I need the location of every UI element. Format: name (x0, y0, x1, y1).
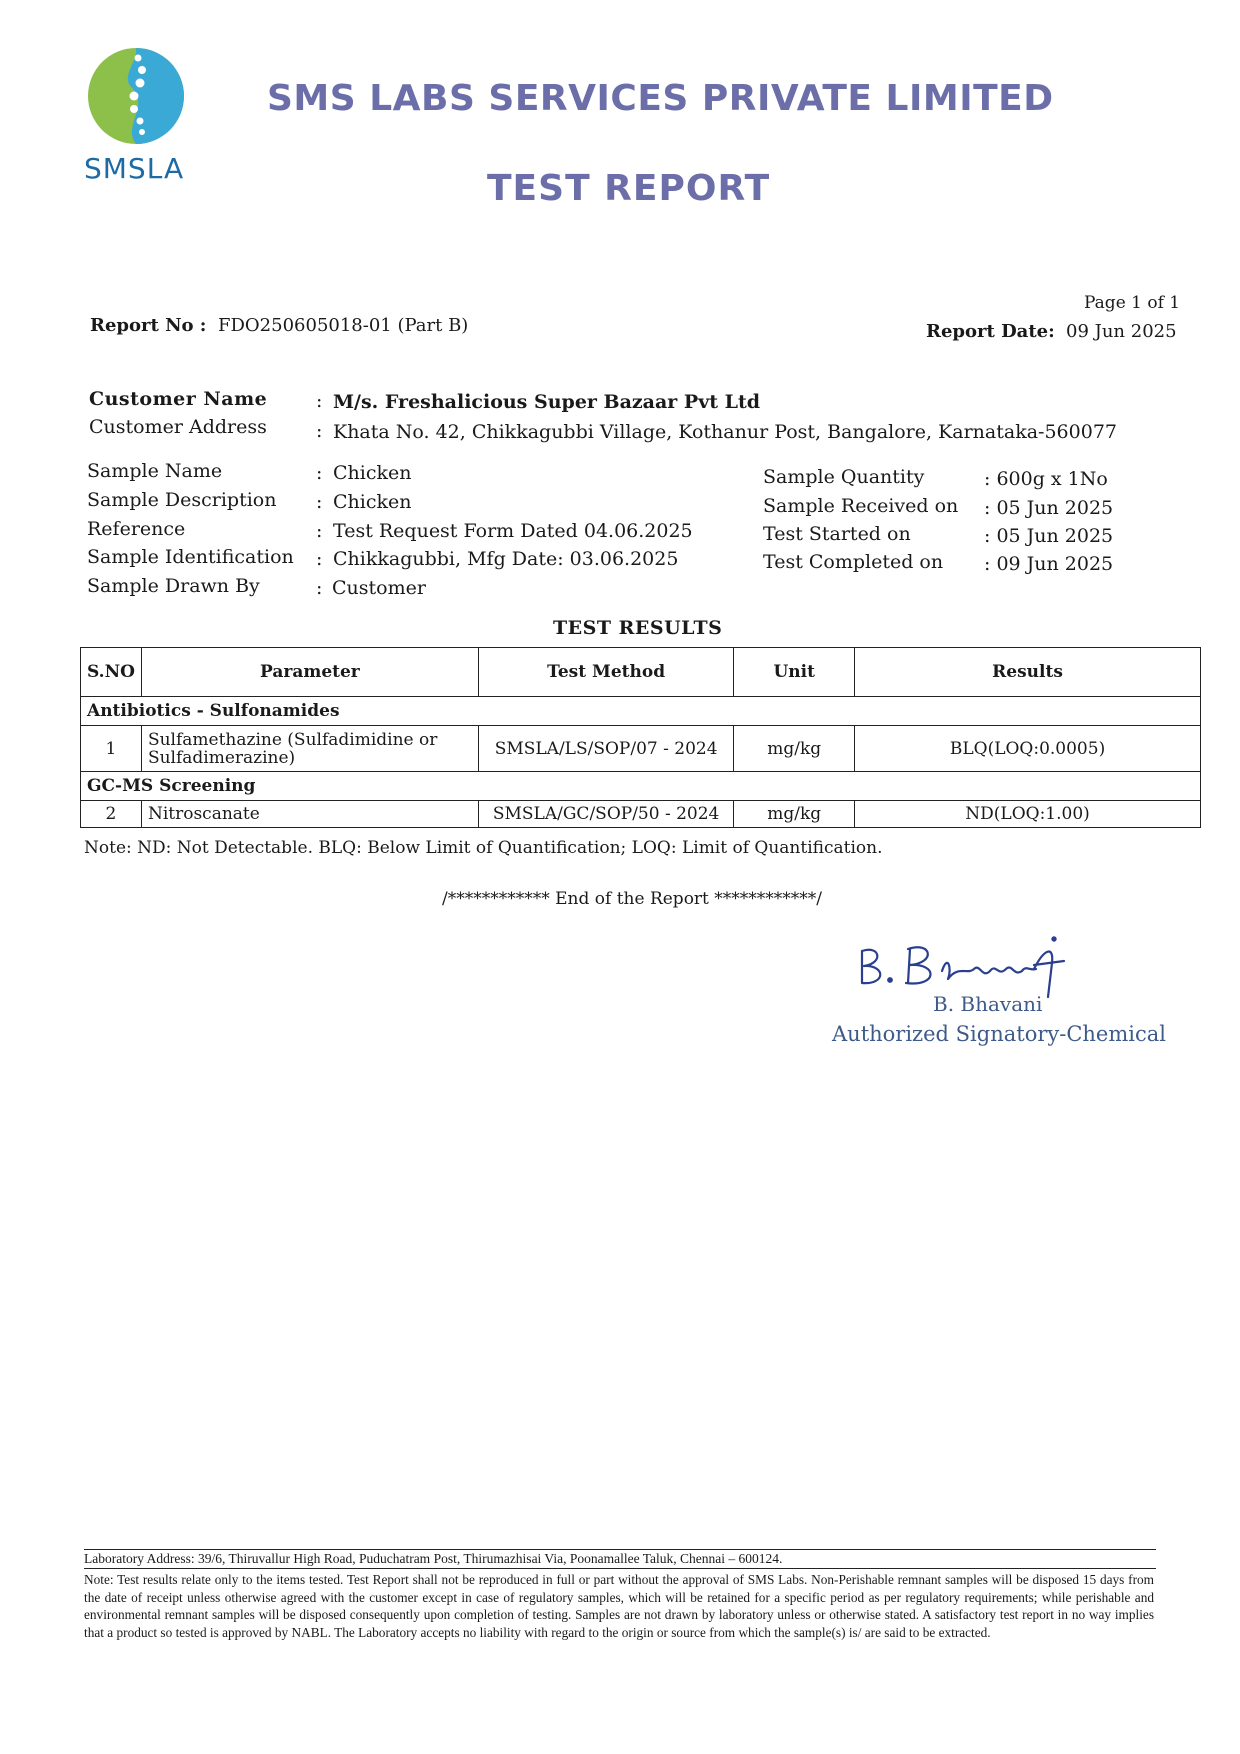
sample-drawn-by-label: Sample Drawn By (87, 575, 260, 597)
test-completed-label: Test Completed on (763, 551, 944, 573)
footer-divider (84, 1568, 1156, 1569)
colon: : (316, 420, 323, 442)
reference: Test Request Form Dated 04.06.2025 (333, 520, 693, 542)
category-row (81, 772, 1201, 801)
results-table (80, 647, 1201, 828)
colon: : (316, 577, 323, 599)
cell-parameter: Nitroscanate (141, 801, 478, 828)
table-row (81, 726, 1201, 772)
sample-quantity-label: Sample Quantity (763, 466, 925, 488)
category-label: GC-MS Screening (81, 772, 1201, 801)
customer-name: M/s. Freshalicious Super Bazaar Pvt Ltd (333, 391, 761, 413)
table-row (81, 801, 1201, 828)
report-date: 09 Jun 2025 (1066, 321, 1177, 342)
cell-unit: mg/kg (734, 726, 855, 772)
sample-identification: Chikkagubbi, Mfg Date: 03.06.2025 (333, 548, 679, 570)
colon: : (316, 390, 323, 412)
customer-address-label: Customer Address (89, 416, 267, 438)
signatory-title: Authorized Signatory-Chemical (832, 1022, 1166, 1046)
cell-parameter: Sulfamethazine (Sulfadimidine or Sulfadimerazine) (141, 726, 478, 772)
test-completed: : 09 Jun 2025 (984, 553, 1114, 575)
footer-divider (84, 1549, 1156, 1550)
sample-quantity: : 600g x 1No (984, 468, 1108, 490)
report-number-label: Report No : (90, 315, 207, 336)
category-label: Antibiotics - Sulfonamides (81, 697, 1201, 726)
report-number: FDO250605018-01 (Part B) (218, 315, 469, 336)
sample-drawn-by: Customer (332, 577, 426, 599)
colon: : (316, 520, 323, 542)
sample-received: : 05 Jun 2025 (984, 497, 1114, 519)
column-header-unit: Unit (734, 648, 855, 697)
cell-sno: 2 (81, 801, 142, 828)
company-name: SMS LABS SERVICES PRIVATE LIMITED (267, 78, 1054, 119)
column-header-sno: S.NO (81, 648, 142, 697)
colon: : (316, 491, 323, 513)
sample-description-label: Sample Description (87, 489, 277, 511)
table-header-row (81, 648, 1201, 697)
customer-address: Khata No. 42, Chikkagubbi Village, Kothanur Post, Bangalore, Karnataka-560077 (333, 421, 1118, 443)
end-of-report: /************ End of the Report ************/ (442, 889, 823, 909)
category-row (81, 697, 1201, 726)
logo-wordmark: SMSLA (84, 152, 185, 185)
test-started-label: Test Started on (763, 523, 911, 545)
sample-name-label: Sample Name (87, 460, 223, 482)
cell-unit: mg/kg (734, 801, 855, 828)
footer-note: Note: Test results relate only to the items tested. Test Report shall not be reproduced in full or part without the approval of SMS Labs. Non-Perishable remnant samples will be disposed 15 days from the date of receipt unless otherwise agreed with the customer except in case of regulatory samples, which will be retained for a specific period as per regulatory requirements; while perishable and environmental remnant samples will be disposed consequently upon completion of testing. Samples are not drawn by laboratory unless or otherwise stated. A satisfactory test report in no way implies that a product so tested is approved by NABL. The Laboratory accepts no liability with regard to the origin or source from which the sample(s) is/ are said to be extracted. (84, 1572, 1154, 1640)
cell-sno: 1 (81, 726, 142, 772)
colon: : (316, 462, 323, 484)
column-header-results: Results (855, 648, 1201, 697)
cell-method: SMSLA/GC/SOP/50 - 2024 (478, 801, 734, 828)
sample-identification-label: Sample Identification (87, 546, 294, 568)
sample-received-label: Sample Received on (763, 495, 959, 517)
colon: : (316, 548, 323, 570)
customer-name-label: Customer Name (89, 388, 268, 410)
cell-result: ND(LOQ:1.00) (855, 801, 1201, 828)
results-heading: TEST RESULTS (553, 617, 723, 639)
sample-description: Chicken (333, 491, 412, 513)
column-header-method: Test Method (478, 648, 734, 697)
cell-result: BLQ(LOQ:0.0005) (855, 726, 1201, 772)
reference-label: Reference (87, 518, 186, 540)
sample-name: Chicken (333, 462, 412, 484)
results-note: Note: ND: Not Detectable. BLQ: Below Limit of Quantification; LOQ: Limit of Quantification. (84, 838, 883, 858)
report-date-label: Report Date: (926, 321, 1055, 342)
cell-method: SMSLA/LS/SOP/07 - 2024 (478, 726, 734, 772)
signatory-name: B. Bhavani (933, 992, 1043, 1016)
column-header-parameter: Parameter (141, 648, 478, 697)
page-title: TEST REPORT (487, 168, 771, 209)
footer-address: Laboratory Address: 39/6, Thiruvallur High Road, Puduchatram Post, Thirumazhisai Via, Poonamallee Taluk, Chennai – 600124. (84, 1551, 783, 1566)
test-started: : 05 Jun 2025 (984, 525, 1114, 547)
page-number: Page 1 of 1 (1084, 293, 1181, 313)
